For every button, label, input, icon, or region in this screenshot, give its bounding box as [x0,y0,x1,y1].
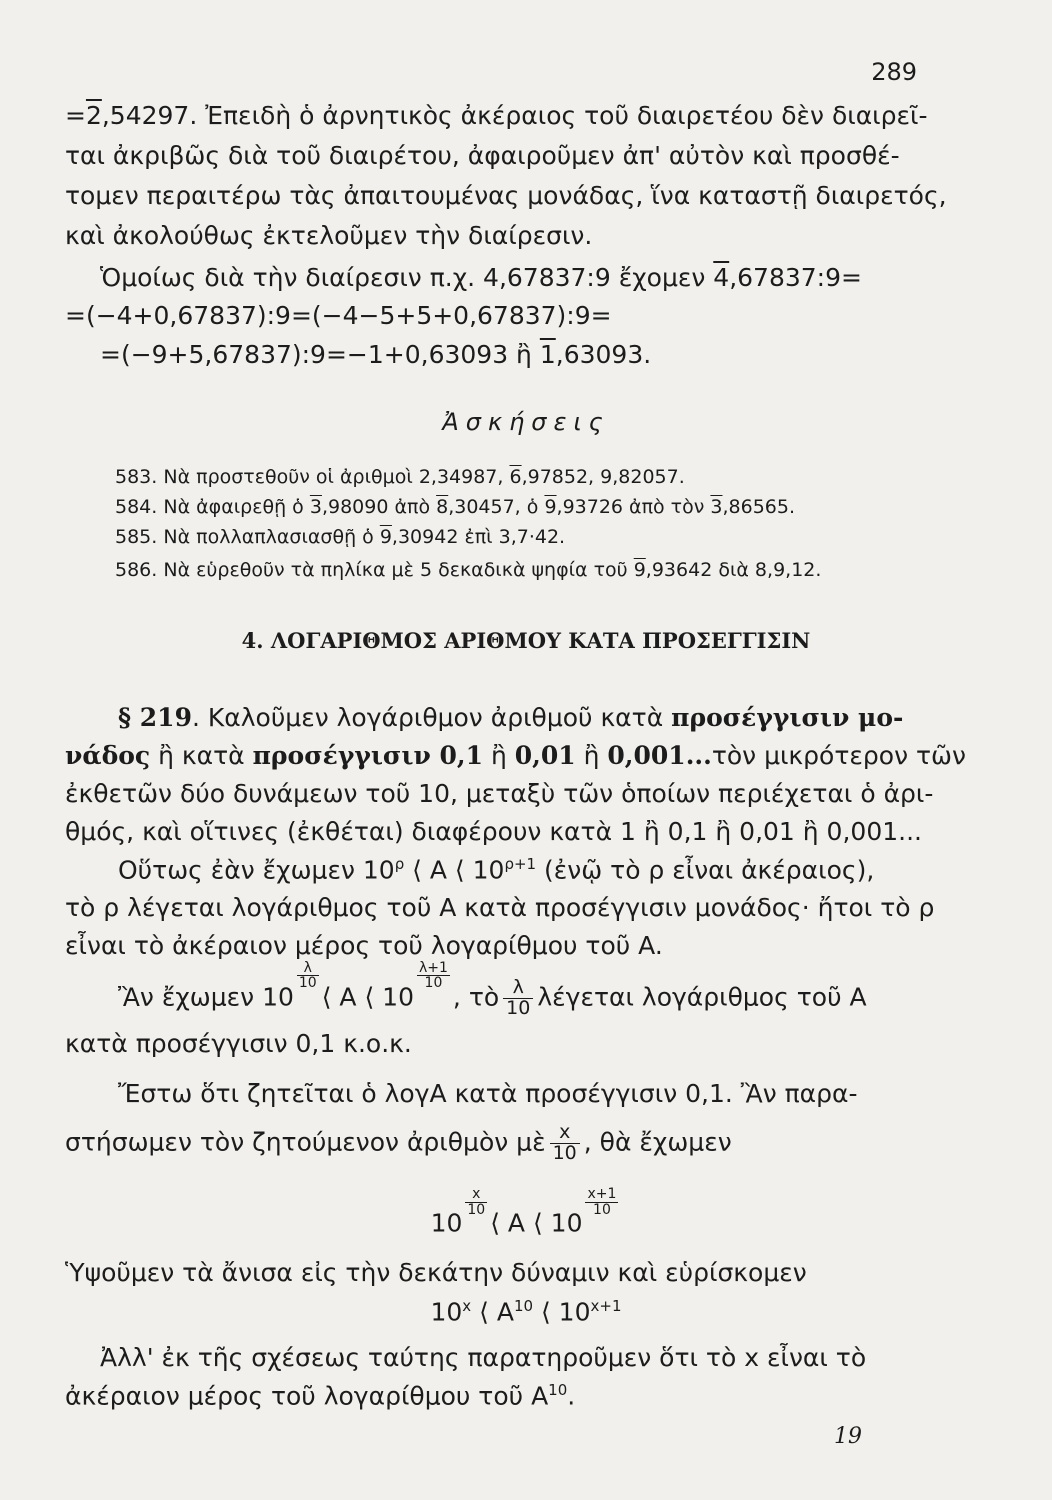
para219-line-2: νάδος ἢ κατὰ προσέγγισιν 0,1 ἢ 0,01 ἢ 0,001...τὸν μικρότερον τῶν [65,741,966,770]
para219-line-10: Ἔστω ὅτι ζητεῖται ὁ λογA κατὰ προσέγγισιν 0,1. Ἂν παρα- [118,1079,858,1108]
para219-line-9: κατὰ προσέγγισιν 0,1 κ.ο.κ. [65,1029,412,1058]
fraction: $\frac{\lambda}{10}$ [503,978,533,1019]
equation-1: 10 $\frac{x}{10}$ ⟨ A ⟨ 10 $\frac{x+1}{10}$ [430,1186,617,1238]
text-line-1: =2,54297. Ἐπειδὴ ὁ ἀρνητικὸς ἀκέραιος τοῦ διαιρετέου δὲν διαιρεῖ- [65,101,928,130]
exercise-583: 583. Νὰ προστεθοῦν οἱ ἀριθμοὶ 2,34987, 6,97852, 9,82057. [115,466,685,488]
equation-2: 10$^x$ ⟨ $A^{10}$ ⟨ $10^{x+1}$ [430,1297,622,1327]
exercise-586: 586. Νὰ εὑρεθοῦν τὰ πηλίκα μὲ 5 δεκαδικὰ ψηφία τοῦ 9,93642 διὰ 8,9,12. [115,559,822,581]
exponent-fraction: $\frac{x+1}{10}$ [587,1186,617,1218]
fraction: $\frac{x}{10}$ [550,1123,580,1164]
example-line-2: =(−4+0,67837):9=(−4−5+5+0,67837):9= [65,301,612,330]
para219-line-12: Ὑψοῦμεν τὰ ἄνισα εἰς τὴν δεκάτην δύναμιν καὶ εὑρίσκομεν [65,1258,807,1287]
exercises-title: Ἀσκήσεις [442,408,610,436]
para219-line-14: ἀκέραιον μέρος τοῦ λογαρίθμου τοῦ $A^{10}$. [65,1381,576,1411]
page-number: 289 [871,58,917,86]
para219-line-5: Οὕτως ἐὰν ἔχωμεν $10^\rho$ ⟨ A ⟨ $10^{\rho+1}$ (ἐνῷ τὸ ρ εἶναι ἀκέραιος), [118,855,875,885]
exponent-fraction: $\frac{\lambda}{10}$ [298,959,317,992]
para219-line-13: Ἀλλ' ἐκ τῆς σχέσεως ταύτης παρατηροῦμεν ὅτι τὸ x εἶναι τὸ [100,1343,867,1372]
section-title: 4. ΛΟΓΑΡΙΘΜΟΣ ΑΡΙΘΜΟΥ ΚΑΤΑ ΠΡΟΣΕΓΓΙΣΙΝ [241,628,811,653]
para219-line-11: στήσωμεν τὸν ζητούμενον ἀριθμὸν μὲ $\frac{x}{10}$ , θὰ ἔχωμεν [65,1121,732,1164]
para219-line-1: § 219. Καλοῦμεν λογάριθμον ἀριθμοῦ κατὰ προσέγγισιν μο- [118,703,904,732]
exponent-fraction: $\frac{\lambda+1}{10}$ [418,959,448,992]
para219-line-7: εἶναι τὸ ἀκέραιον μέρος τοῦ λογαρίθμου τοῦ A. [65,931,663,960]
example-line-1: Ὁμοίως διὰ τὴν διαίρεσιν π.χ. 4,67837:9 ἔχομεν 4,67837:9= [100,263,862,292]
text-line-3: τομεν περαιτέρω τὰς ἀπαιτουμένας μονάδας, ἵνα καταστῇ διαιρετός, [65,181,947,210]
folio-signature: 19 [834,1424,862,1449]
para219-line-6: τὸ ρ λέγεται λογάριθμος τοῦ A κατὰ προσέγγισιν μονάδος· ἤτοι τὸ ρ [65,893,935,922]
text-line-2: ται ἀκριβῶς διὰ τοῦ διαιρέτου, ἀφαιροῦμεν ἀπ' αὐτὸν καὶ προσθέ- [65,141,900,170]
text-line-4: καὶ ἀκολούθως ἐκτελοῦμεν τὴν διαίρεσιν. [65,221,593,250]
para219-line-8: Ἂν ἔχωμεν 10 $\frac{\lambda}{10}$ ⟨ A ⟨ 10 $\frac{\lambda+1}{10}$ , τὸ $\frac{\lambda}{10}$ λέγεται λογάριθμος τοῦ A [118,959,867,1019]
exponent-fraction: $\frac{x}{10}$ [467,1186,486,1218]
exercise-585: 585. Νὰ πολλαπλασιασθῇ ὁ 9,30942 ἐπὶ 3,7·42. [115,526,566,548]
para219-line-3: ἐκθετῶν δύο δυνάμεων τοῦ 10, μεταξὺ τῶν ὁποίων περιέχεται ὁ ἀρι- [65,779,934,808]
exercise-584: 584. Νὰ ἀφαιρεθῇ ὁ 3,98090 ἀπὸ 8,30457, ὁ 9,93726 ἀπὸ τὸν 3,86565. [115,496,796,518]
para219-line-4: θμός, καὶ οἵτινες (ἐκθέται) διαφέρουν κατὰ 1 ἢ 0,1 ἢ 0,01 ἢ 0,001... [65,817,922,846]
example-line-3: =(−9+5,67837):9=−1+0,63093 ἢ 1,63093. [100,340,652,369]
